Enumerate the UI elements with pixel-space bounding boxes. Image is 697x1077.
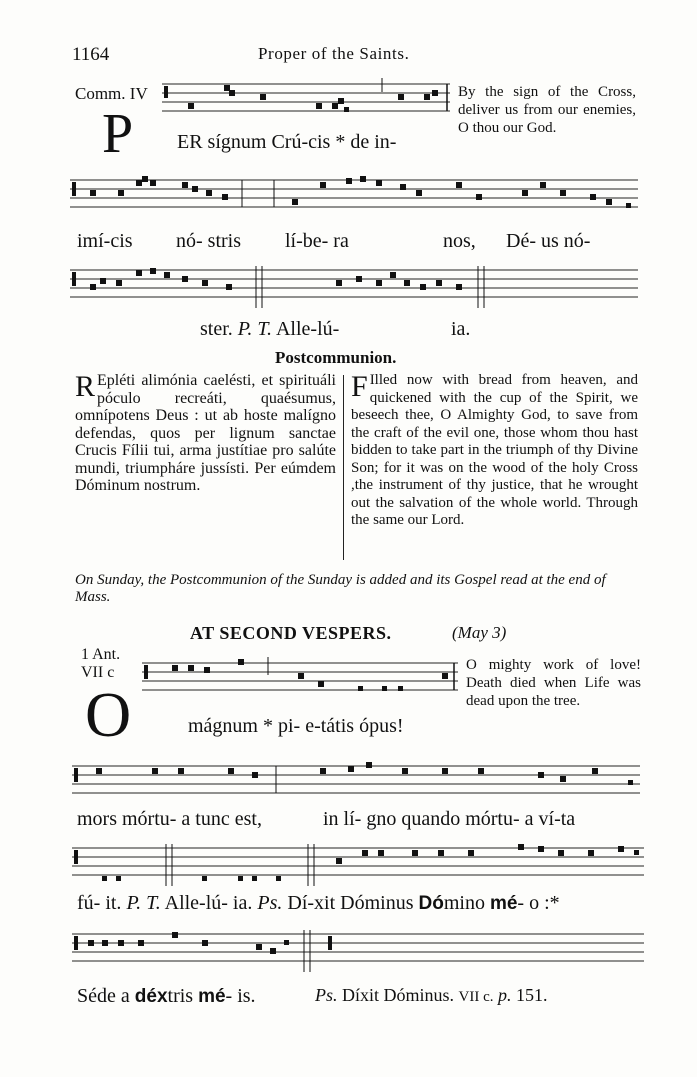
communion-lyric-2-seg-3: lí-be- ra <box>285 230 349 252</box>
vespers-psalm-ref-ps: Ps. <box>315 985 338 1005</box>
communion-staff-1 <box>162 76 450 126</box>
postcommunion-latin <box>75 372 336 495</box>
communion-lyric-3-prefix: ster. <box>200 318 233 340</box>
vespers-staff-3 <box>72 840 644 890</box>
vespers-psalm-ref-page: 151. <box>516 985 548 1005</box>
vespers-translation: O mighty work of love! Death died when Life was dead upon the tree. <box>466 657 641 709</box>
english-text: Illed now with bread from heaven, and quickened with the cup of the Spirit, we beseech thee, O Almighty God, to save from the craft of the evil one, those whom thou hast bidden to take part in the triumph of thy Divine Son; for it was on the wood of the holy Cross ,the instrument of thy justice, that he wrought out the salvation of the whole world. Through the same our Lord. <box>351 372 638 528</box>
vespers-lyric-4-bold-1: déx <box>134 986 168 1007</box>
vespers-staff-4-svg <box>72 926 644 976</box>
communion-staff-2 <box>70 172 638 222</box>
antiphon-label: 1 Ant. <box>81 646 121 663</box>
vespers-staff-1-svg <box>142 655 458 705</box>
postcommunion-english <box>351 372 638 530</box>
latin-dropcap: R <box>75 370 96 403</box>
vespers-lyric-3-pt: P. T. <box>126 892 161 914</box>
rubric-note: On Sunday, the Postcommunion of the Sunday is added and its Gospel read at the end of Mass. <box>75 572 606 605</box>
vespers-heading: AT SECOND VESPERS. <box>190 623 392 643</box>
vespers-lyric-3-bold-1: Dó <box>418 893 444 914</box>
antiphon-mode: VII c <box>81 664 115 681</box>
vespers-lyric-3-ps: Ps. <box>257 892 283 914</box>
vespers-lyric-4-b: tris <box>167 985 194 1007</box>
vespers-lyric-4-a: Séde a <box>77 985 130 1007</box>
communion-lyric-2-seg-2: nó- stris <box>176 230 241 252</box>
communion-lyric-2-seg-5: Dé- us nó- <box>506 230 591 252</box>
vespers-staff-1 <box>142 655 458 705</box>
communion-lyric-1: ER sígnum Crú-cis * de in- <box>177 131 397 153</box>
vespers-lyric-4-c: - is. <box>225 985 256 1007</box>
vespers-staff-3-svg <box>72 840 644 890</box>
vespers-staff-2-svg <box>72 758 640 808</box>
communion-lyric-3-pt: P. T. <box>237 318 273 340</box>
page-number: 1164 <box>72 44 110 65</box>
communion-staff-3 <box>70 262 638 312</box>
vespers-psalm-ref-mode: VII c. <box>458 989 494 1005</box>
vespers-lyric-2-seg-1: mors mórtu- a tunc est, <box>77 808 262 830</box>
communion-lyric-3-end: ia. <box>451 318 471 340</box>
latin-text: Epléti alimónia caelésti, et spirituáli póculo recreáti, quaésumus, omnípotens Deus : ut ab hoste malígno defendas, quos per lignum sanctae Crucis Fílii tui, arma justítiae pro salúte mundi, triumpháre jussísti. Per eúmdem Dóminum nostrum. <box>75 372 336 494</box>
vespers-date: (May 3) <box>452 623 507 642</box>
vespers-lyric-3-a: fú- it. <box>77 892 122 914</box>
vespers-psalm-ref <box>315 985 548 1006</box>
vespers-lyric-2-seg-2: in lí- gno quando mórtu- a ví-ta <box>323 808 576 830</box>
english-dropcap: F <box>351 370 368 403</box>
staff-2-svg <box>70 172 638 222</box>
communion-translation: By the sign of the Cross, deliver us from our enemies, O thou our God. <box>458 84 636 136</box>
vespers-lyric-3 <box>77 892 560 915</box>
vespers-psalm-ref-p: p. <box>498 985 512 1005</box>
vespers-lyric-3-d: mino <box>443 892 485 914</box>
communion-lyric-2-seg-4: nos, <box>443 230 476 252</box>
vespers-staff-4 <box>72 926 644 976</box>
communion-mode-label: Comm. IV <box>75 84 148 103</box>
vespers-lyric-4-bold-2: mé <box>198 986 226 1007</box>
staff-1-svg <box>162 76 450 126</box>
vespers-lyric-4 <box>77 985 256 1008</box>
communion-initial: P <box>102 103 134 165</box>
page-header-title: Proper of the Saints. <box>258 44 410 63</box>
communion-lyric-3 <box>200 318 339 341</box>
vespers-lyric-3-bold-2: mé <box>489 893 518 914</box>
column-divider <box>343 375 344 560</box>
communion-lyric-3-rest: Alle-lú- <box>275 318 340 340</box>
communion-lyric-2-seg-1: imí-cis <box>77 230 133 252</box>
vespers-staff-2 <box>72 758 640 808</box>
vespers-lyric-1: mágnum * pi- e-tátis ópus! <box>188 715 404 737</box>
postcommunion-heading: Postcommunion. <box>275 348 397 367</box>
vespers-lyric-3-e: - o :* <box>517 892 560 914</box>
vespers-lyric-3-c: Dí-xit Dóminus <box>287 892 414 914</box>
vespers-lyric-3-b: Alle-lú- ia. <box>164 892 253 914</box>
staff-3-svg <box>70 262 638 312</box>
vespers-initial: O <box>85 679 132 750</box>
vespers-psalm-ref-title: Díxit Dóminus. <box>342 985 455 1005</box>
